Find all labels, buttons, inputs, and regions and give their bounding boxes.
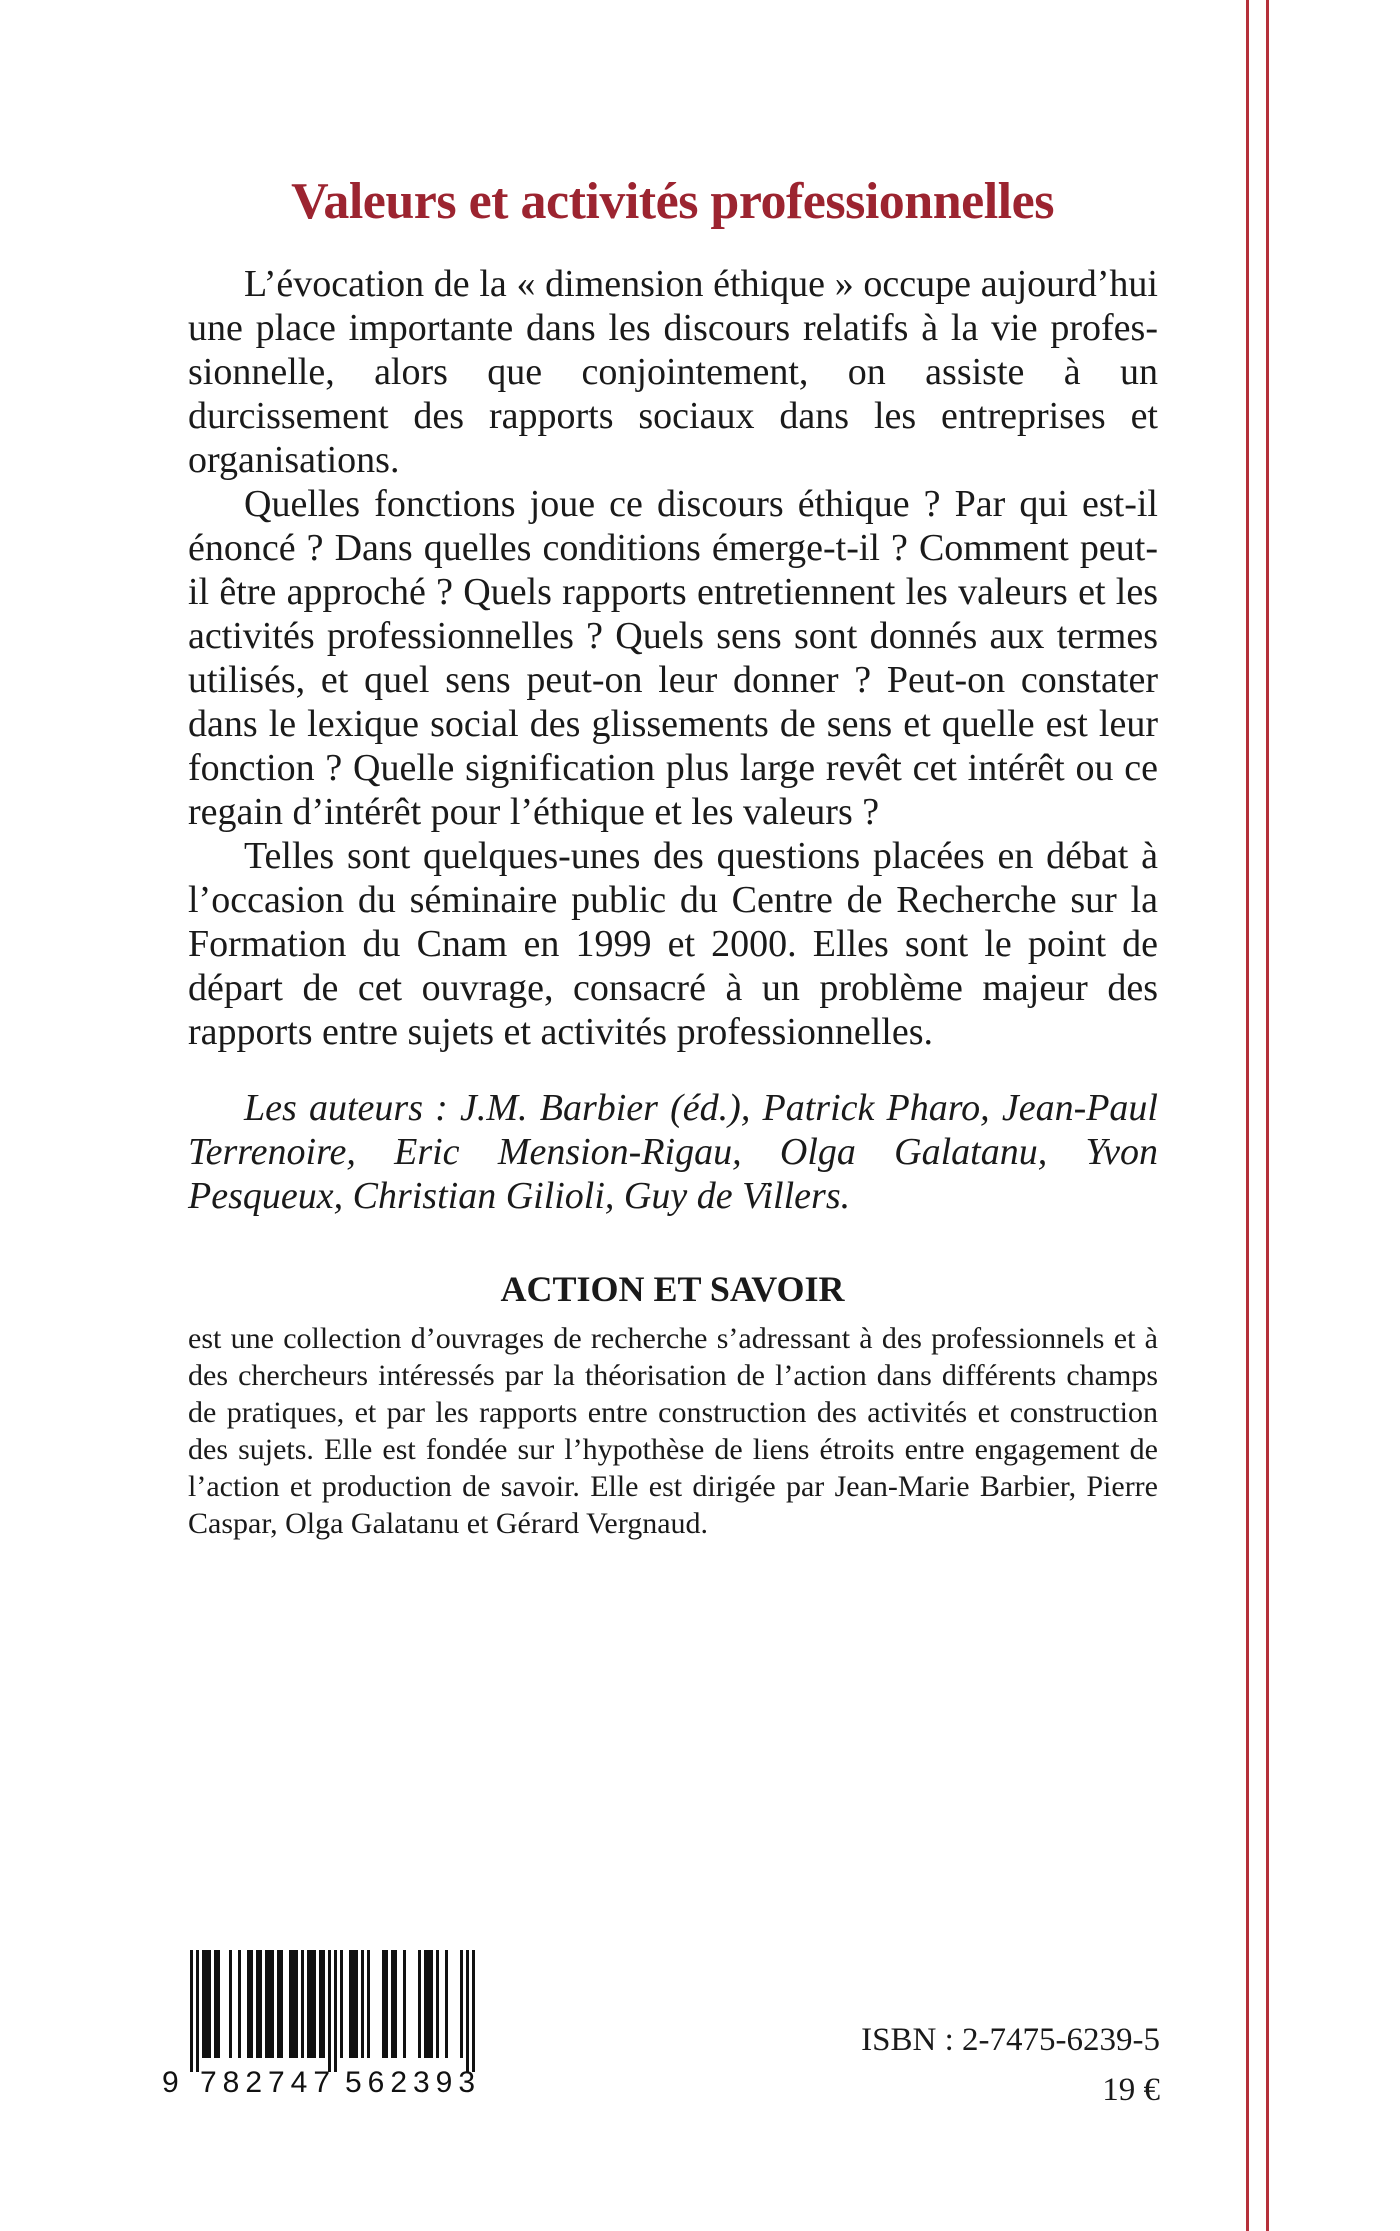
barcode-bar (295, 1950, 298, 2058)
blurb-paragraph-1: L’évocation de la « dimension éthique » occupe aujourd’hui une place importante dans les discours relatifs à la vie professionnelle, alors que conjointement, on assiste à un durcissement des rapports sociaux dans les entreprises et organisations. (188, 263, 1158, 481)
barcode-bar (427, 1950, 430, 2058)
barcode-bar (403, 1950, 406, 2058)
barcode-bar (196, 1950, 199, 2072)
barcode-bar (307, 1950, 310, 2058)
barcode-left-group: 782747 (200, 2066, 330, 2099)
barcode-bar (259, 1950, 262, 2058)
barcode-bar (385, 1950, 388, 2058)
barcode-bar (289, 1950, 292, 2058)
barcode-bar (256, 1950, 259, 2058)
barcode-bar (322, 1950, 325, 2058)
margin-rule-left (1246, 0, 1249, 2231)
barcode-bar (418, 1950, 421, 2058)
isbn: ISBN : 2-7475-6239-5 (861, 2022, 1160, 2058)
barcode-bar (250, 1950, 253, 2058)
barcode-bar (436, 1950, 439, 2058)
barcode-bar (367, 1950, 370, 2058)
barcode-bar (217, 1950, 220, 2058)
barcode-right-group: 562393 (345, 2066, 475, 2099)
ean-barcode (160, 1950, 500, 2100)
blurb (188, 262, 1158, 1218)
barcode-bar (271, 1950, 274, 2058)
barcode-bar (328, 1950, 331, 2072)
barcode-bar (319, 1950, 322, 2058)
barcode-bar (313, 1950, 316, 2058)
barcode-bar (310, 1950, 313, 2058)
barcode-bar (190, 1950, 193, 2072)
barcode-bar (268, 1950, 271, 2058)
barcode-bar (349, 1950, 352, 2058)
barcode-bar (466, 1950, 469, 2072)
barcode-bar (394, 1950, 397, 2058)
barcode-bar (334, 1950, 337, 2072)
barcode-bar (205, 1950, 208, 2058)
barcode-bar (352, 1950, 355, 2058)
barcode-bar (214, 1950, 217, 2058)
barcode-bar (424, 1950, 427, 2058)
blurb-paragraph-2: Quelles fonctions joue ce discours éthique ? Par qui est-il énoncé ? Dans quelles conditions émerge-t-il ? Comment peut-il être approché ? Quels rapports entretiennent les valeurs et les activités professionnelles ? Quels sens sont donnés aux termes utilisés, et quel sens peut-on leur donner ? Peut-on constater dans le lexique social des glissements de sens et quelle est leur fonction ? Quelle signification plus large revêt cet intérêt ou ce regain d’intérêt pour l’éthique et les valeurs ? (188, 483, 1158, 833)
price: 19 € (1102, 2072, 1160, 2108)
barcode-bar (472, 1950, 475, 2072)
barcode-bar (229, 1950, 232, 2058)
barcode-bar (238, 1950, 241, 2058)
barcode-bar (202, 1950, 205, 2058)
barcode-bar (355, 1950, 358, 2058)
barcode-bar (445, 1950, 448, 2058)
barcode-bar (208, 1950, 211, 2058)
authors-list: Les auteurs : J.M. Barbier (éd.), Patrick Pharo, Jean-Paul Terrenoire, Eric Mension-Rigau, Olga Galatanu, Yvon Pesqueux, Christian Gilioli, Guy de Villers. (188, 1087, 1158, 1217)
barcode-bar (265, 1950, 268, 2058)
book-title: Valeurs et activités professionnelles (291, 173, 1054, 230)
barcode-bar (340, 1950, 343, 2058)
barcode-bar (460, 1950, 463, 2058)
barcode-bars (190, 1950, 475, 2072)
collection-description: est une collection d’ouvrages de recherche s’adressant à des professionnels et à des chercheurs intéressés par la théorisation de l’action dans différents champs de pratiques, et par les rapports entre construction des activités et construction des sujets. Elle est fondée sur l’hypothèse de liens étroits entre engagement de l’action et production de savoir. Elle est dirigée par Jean-Marie Barbier, Pierre Caspar, Olga Galatanu et Gérard Vergnaud. (188, 1322, 1158, 1540)
barcode-bar (382, 1950, 385, 2058)
barcode-bar (430, 1950, 433, 2058)
barcode-first-digit: 9 (162, 2066, 179, 2099)
barcode-bar (391, 1950, 394, 2058)
barcode-bar (292, 1950, 295, 2058)
barcode-bar (280, 1950, 283, 2058)
barcode-bar (301, 1950, 304, 2058)
blurb-paragraph-3: Telles sont quelques-unes des questions placées en débat à l’occasion du séminaire public du Centre de Recherche sur la Formation du Cnam en 1999 et 2000. Elles sont le point de départ de cet ouvrage, consacré à un problème majeur des rapports entre sujets et activités professionnelles. (188, 835, 1158, 1053)
barcode-bar (361, 1950, 364, 2058)
collection-title: ACTION ET SAVOIR (500, 1269, 845, 1309)
barcode-bar (247, 1950, 250, 2058)
margin-rule-right (1266, 0, 1269, 2231)
barcode-bar (277, 1950, 280, 2058)
